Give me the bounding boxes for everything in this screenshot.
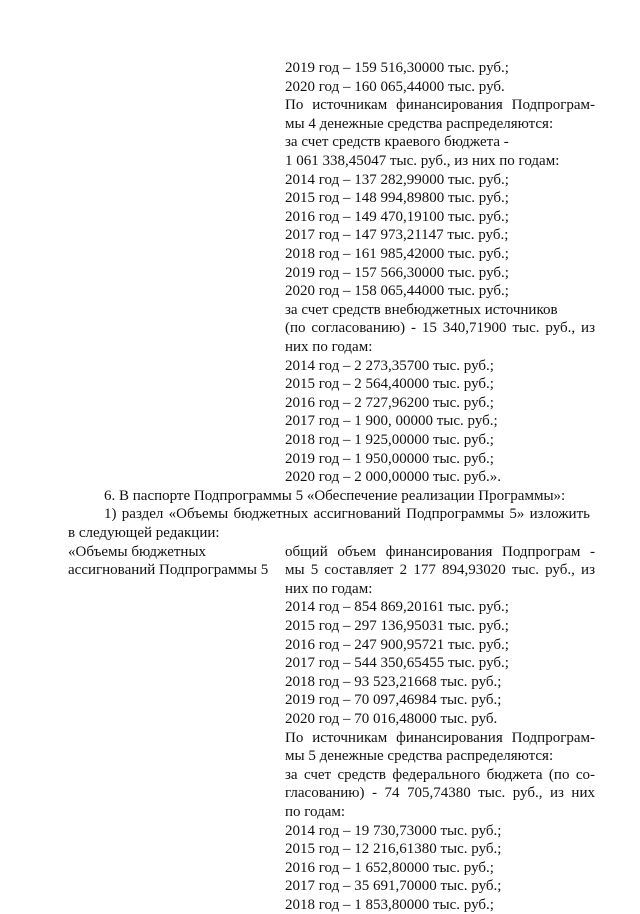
- text-line: 2017 год – 544 350,65455 тыс. руб.;: [285, 655, 509, 672]
- text-line: 2014 год – 19 730,73000 тыс. руб.;: [285, 822, 502, 839]
- text-line: мы 5 денежные средства распределяются:: [285, 748, 554, 765]
- text-line: 2020 год – 160 065,44000 тыс. руб.: [285, 78, 505, 95]
- text-line: них по годам:: [285, 339, 373, 355]
- table-label: «Объемы бюджетных: [68, 543, 207, 560]
- text-line: 2019 год – 159 516,30000 тыс. руб.;: [285, 60, 509, 76]
- text-line: мы 5 составляет 2 177 894,93020 тыс. руб., из: [285, 562, 595, 579]
- text-line: (по согласованию) - 15 340,71900 тыс. руб., из: [285, 320, 595, 337]
- text-line: 2017 год – 147 973,21147 тыс. руб.;: [285, 227, 509, 244]
- text-line: 2016 год – 149 470,19100 тыс. руб.;: [285, 208, 509, 225]
- text-line: по годам:: [285, 804, 346, 820]
- section-heading: 6. В паспорте Подпрограммы 5 «Обеспечение реализации Программы»:: [104, 487, 566, 504]
- text-line: 2018 год – 1 925,00000 тыс. руб.;: [285, 432, 494, 448]
- text-line: 2018 год – 1 853,80000 тыс. руб.;: [285, 897, 494, 913]
- text-line: за счет средств краевого бюджета -: [285, 134, 509, 151]
- text-line: 2020 год – 2 000,00000 тыс. руб.».: [285, 469, 502, 486]
- text-line: 2015 год – 297 136,95031 тыс. руб.;: [285, 618, 509, 634]
- text-line: 2016 год – 1 652,80000 тыс. руб.;: [285, 859, 494, 876]
- text-line: 2017 год – 1 900, 00000 тыс. руб.;: [285, 413, 498, 430]
- text-line: По источникам финансирования Подпрограм-: [285, 729, 595, 746]
- text-line: 2020 год – 158 065,44000 тыс. руб.;: [285, 283, 509, 300]
- text-line: мы 4 денежные средства распределяются:: [285, 115, 554, 132]
- text-line: 2014 год – 2 273,35700 тыс. руб.;: [285, 357, 494, 374]
- text-line: 2015 год – 148 994,89800 тыс. руб.;: [285, 190, 509, 207]
- paragraph-line: в следующей редакции:: [68, 525, 220, 541]
- text-line: 1 061 338,45047 тыс. руб., из них по годам:: [285, 153, 560, 169]
- text-line: 2017 год – 35 691,70000 тыс. руб.;: [285, 878, 502, 895]
- text-line: 2016 год – 247 900,95721 тыс. руб.;: [285, 636, 509, 653]
- text-line: 2019 год – 157 566,30000 тыс. руб.;: [285, 264, 509, 281]
- text-line: 2016 год – 2 727,96200 тыс. руб.;: [285, 394, 494, 411]
- text-line: По источникам финансирования Подпрограм-: [285, 97, 595, 114]
- paragraph-line: 1) раздел «Объемы бюджетных ассигнований Подпрограммы 5» изложить: [104, 506, 590, 523]
- text-line: 2018 год – 161 985,42000 тыс. руб.;: [285, 246, 509, 262]
- text-line: 2018 год – 93 523,21668 тыс. руб.;: [285, 673, 502, 690]
- text-line: 2020 год – 70 016,48000 тыс. руб.: [285, 711, 498, 727]
- text-line: 2015 год – 2 564,40000 тыс. руб.;: [285, 376, 494, 393]
- text-line: 2019 год – 70 097,46984 тыс. руб.;: [285, 692, 502, 709]
- text-line: 2014 год – 854 869,20161 тыс. руб.;: [285, 599, 509, 616]
- text-line: 2014 год – 137 282,99000 тыс. руб.;: [285, 171, 509, 188]
- text-line: общий объем финансирования Подпрограм -: [285, 543, 595, 560]
- text-line: гласованию) - 74 705,74380 тыс. руб., из них: [285, 785, 595, 802]
- text-line: 2019 год – 1 950,00000 тыс. руб.;: [285, 450, 494, 467]
- text-line: за счет средств внебюджетных источников: [285, 301, 558, 318]
- table-label: ассигнований Подпрограммы 5: [68, 562, 269, 579]
- text-line: 2015 год – 12 216,61380 тыс. руб.;: [285, 841, 502, 858]
- text-line: за счет средств федерального бюджета (по со-: [285, 766, 595, 783]
- text-line: них по годам:: [285, 580, 373, 597]
